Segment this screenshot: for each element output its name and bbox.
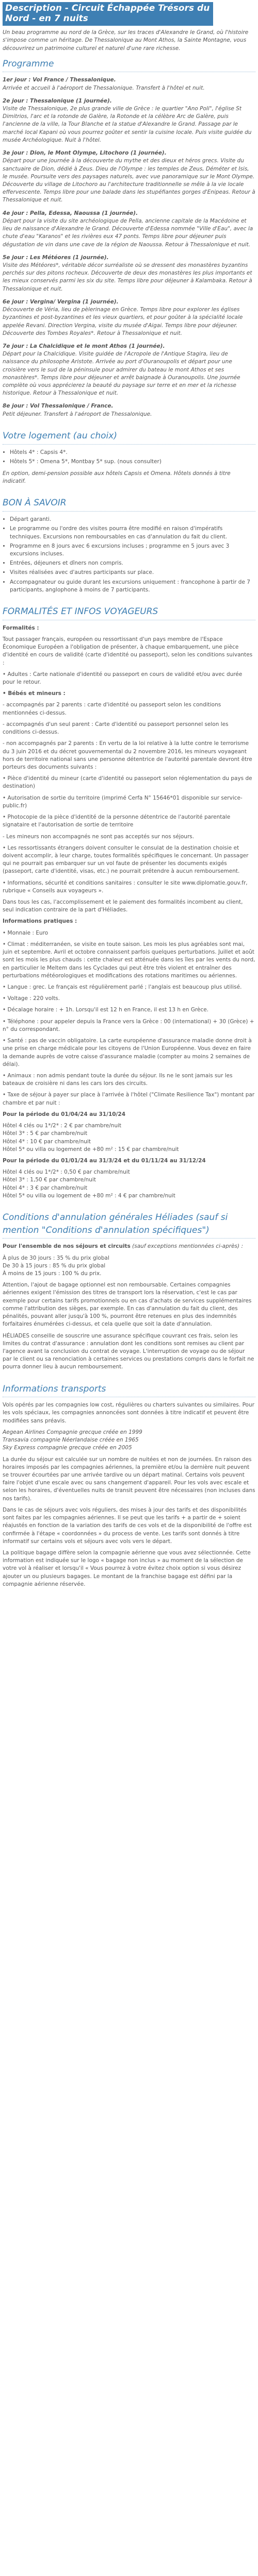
formalities-minors: • Pièce d'identité du mineur (carte d'identité ou passeport selon réglementation du pays de destination) bbox=[3, 775, 252, 790]
day-title: 2e jour : Thessalonique (1 journée). bbox=[3, 97, 112, 104]
included-item: • Entrées, déjeuners et dîners non compris. bbox=[10, 560, 255, 567]
transport-text: La durée du séjour est calculée sur un nombre de nuitées et non de journées. En raison des horaires imposés par les compagnies aériennes, la première et/ou la dernière nuit peuvent se trouver écourtées par une arrivée tardive ou un départ matinal. Certains vols peuvent faire l'objet d'une escale avec ou sans changement d'appareil. Pour les vols avec escale et selon les horaires, d'éventuelles nuits de transit peuvent être nécessaires (non incluses dans nos tarifs). bbox=[3, 1456, 255, 1502]
day-title: 5e jour : Les Météores (1 journée). bbox=[3, 254, 109, 261]
info-list bbox=[3, 929, 255, 1107]
cancellation-intro bbox=[3, 1243, 255, 1250]
airline-item: Aegean Airlines Compagnie grecque créée en 1999 bbox=[3, 1429, 142, 1435]
formalities-minors: - accompagnés d'un seul parent : Carte d'identité ou passeport personnel selon les conditions ci-dessus. bbox=[3, 721, 229, 736]
info-label: Informations pratiques : bbox=[3, 918, 77, 925]
formalities-adults: • Adultes : Carte nationale d'identité ou passeport en cours de validité et/ou avec durée pour le retour. bbox=[3, 671, 243, 685]
tax-line: Hôtel 4* : 10 € par chambre/nuit bbox=[3, 1138, 91, 1145]
tax-line: Hôtel 4 clés ou 1*/2* : 2 € par chambre/nuit bbox=[3, 1123, 122, 1129]
page-title bbox=[3, 2, 213, 26]
day-item bbox=[3, 210, 255, 249]
hotel-note: En option, demi-pension possible aux hôtels Capsis et Omena. Hôtels donnés à titre indicatif. bbox=[3, 470, 231, 485]
included-item: • Programme en 8 jours avec 6 excursions incluses ; programme en 5 jours avec 3 excursions incluses. bbox=[10, 543, 255, 558]
formalities-minors-label: • Bébés et mineurs : bbox=[3, 690, 66, 697]
cancellation-intro-rest: (sauf exceptions mentionnées ci-après) : bbox=[132, 1243, 243, 1250]
day-title: 4e jour : Pella, Edessa, Naoussa (1 journée). bbox=[3, 210, 138, 216]
day-text: Découverte de Véria, lieu de pèlerinage en Grèce. Temps libre pour explorer les églises byzantines et post-byzantines et les vieux quartiers, et pour goûter à la spécialité locale appelée Revani. Direction Vergina, visite du musée d'Aigai. Temps libre pour déjeuner. Découverte des Tombes Royales*. Retour à Thessalonique et nuit. bbox=[3, 307, 243, 336]
day-title: 3e jour : Dion, le Mont Olympe, Litochoro (1 journée). bbox=[3, 150, 167, 157]
day-item bbox=[3, 402, 255, 418]
tax-line: Hôtel 5* ou villa ou logement de +80 m² : 15 € par chambre/nuit bbox=[3, 1146, 179, 1153]
info-item: • Voltage : 220 volts. bbox=[3, 995, 60, 1002]
info-item: • Téléphone : pour appeler depuis la France vers la Grèce : 00 (international) + 30 (Grèce) + n° du correspondant. bbox=[3, 1018, 254, 1032]
formalities-minors: - non accompagnés par 2 parents : En vertu de la loi relative à la lutte contre le terrorisme du 3 juin 2016 et du décret gouvernemental du 2 novembre 2016, les mineurs voyageant hors de territoire national sans une personne détentrice de l'autorité parentale devront être porteurs des documents suivants : bbox=[3, 740, 252, 770]
cancellation-text: Attention, l'ajout de bagage optionnel est non remboursable. Certaines compagnies aériennes exigent l'émission des titres de transport lors la réservation, c'est le cas par exemple pour certains tarifs promotionnels ou en cas d'achats de services supplémentaires comme l'attribution des sièges, par exemple. En cas d'annulation du fait du client, des pénalités, pouvant aller jusqu'à 100 %, pourront être retenues en plus des indemnités forfaitaires énumérées ci-dessus, et cela quelle que soit la date d'annulation. bbox=[3, 1282, 252, 1328]
info-item: • Santé : pas de vaccin obligatoire. La carte européenne d'assurance maladie donne droit à une prise en charge médicale pour les citoyens de l'Union Européenne. Vous devez en faire la demande auprès de votre caisse d'assurance maladie (compter au moins 2 semaines de délai). bbox=[3, 1038, 252, 1067]
day-item bbox=[3, 298, 255, 337]
tax-period-2-title: Pour la période du 01/01/24 au 31/3/24 et du 01/11/24 au 31/12/24 bbox=[3, 1157, 206, 1164]
programme-heading: Programme bbox=[3, 58, 255, 73]
day-item bbox=[3, 149, 255, 205]
included-list bbox=[3, 516, 255, 594]
hotel-list bbox=[3, 449, 255, 466]
airline-item: Transavia compagnie Néerlandaise créée en 1965 bbox=[3, 1437, 139, 1444]
day-title: 8e jour : Vol Thessalonique / France. bbox=[3, 403, 114, 410]
included-item: • Visites réalisées avec d'autres participants sur place. bbox=[10, 569, 255, 577]
tax-line: Hôtel 3* : 5 € par chambre/nuit bbox=[3, 1130, 88, 1137]
info-item: • Monnaie : Euro bbox=[3, 929, 49, 936]
tax-line: Hôtel 3* : 1,50 € par chambre/nuit bbox=[3, 1177, 96, 1183]
formalities-text: Tout passager français, européen ou ressortissant d'un pays membre de l'Espace Économique Européen a l'obligation de présenter, à chaque embarquement, une pièce d'identité en cours de validité (carte d'identité ou passeport), selon les conditions suivantes : bbox=[3, 636, 253, 666]
day-title: 7e jour : La Chalcidique et le mont Athos (1 journée). bbox=[3, 343, 165, 349]
formalities-minors: • Autorisation de sortie du territoire (imprimé Cerfa N° 15646*01 disponible sur service-public.fr) bbox=[3, 794, 243, 809]
day-text: Départ pour la visite du site archéologique de Pella, ancienne capitale de la Macédoine et lieu de naissance d'Alexandre le Grand. Découverte d'Edessa nommée "Ville d'Eau", avec la chute d'eau "Karanos" et les rivières eux 47 ponts. Temps libre pour déjeuner puis dégustation de vin dans une cave de la région de Naoussa. Retour à Thessalonique et nuit. bbox=[3, 217, 253, 248]
cancellation-list bbox=[3, 1255, 255, 1278]
formalities-minors: - accompagnés par 2 parents : carte d'identité ou passeport selon les conditions mentionnées ci-dessus. bbox=[3, 702, 221, 716]
tax-line: Hôtel 5* ou villa ou logement de +80 m² : 4 € par chambre/nuit bbox=[3, 1192, 175, 1199]
included-item: • Le programme ou l'ordre des visites pourra être modifié en raison d'impératifs techniques. Excursions non remboursables en cas d'annulation du fait du client. bbox=[10, 525, 255, 540]
hotel-heading: Votre logement (au choix) bbox=[3, 430, 255, 445]
formalities-security: • Informations, sécurité et conditions sanitaires : consulter le site www.diplomatie.gouv.fr, rubrique « Conseils aux voyageurs ». bbox=[3, 879, 248, 894]
day-text: Départ pour la Chalcidique. Visite guidée de l'Acropole de l'Antique Stagira, lieu de naissance du philosophe Aristote. Arrivée au port d'Ouranoupolis et départ pour une croisière vers le sud de la péninsule pour admirer du bateau le mont Athos et ses monastères*. Temps libre pour déjeuner et arrêt baignade à Ouranoupolis. Une journée complète où vous apprécierez la beauté du paysage sur terre et en mer et la richesse historique. Retour à Thessalonique et nuit. bbox=[3, 351, 240, 397]
tax-line: Hôtel 4 clés ou 1*/2* : 0,50 € par chambre/nuit bbox=[3, 1169, 130, 1176]
cancellation-heading: Conditions d'annulation générales Héliades (sauf si mention "Conditions d'annulation spécifiques") bbox=[3, 1211, 255, 1239]
cancellation-item: À moins de 15 jours : 100 % du prix. bbox=[3, 1270, 102, 1277]
hotel-item: • Hôtels 4* : Capsis 4*. bbox=[10, 449, 255, 456]
formalities-minors: - Les mineurs non accompagnés ne sont pas acceptés sur nos séjours. bbox=[3, 833, 195, 840]
page-title-line-2: Nord - en 7 nuits bbox=[5, 13, 88, 24]
formalities-foreigners: • Les ressortissants étrangers doivent consulter le consulat de la destination choisie et doivent accomplir, à leur charge, toutes formalités spécifiques le concernant. Un passager qui ne pourrait pas embarquer sur un vol faute de présenter les documents exigés (passeport, carte d'identité, visas, etc.) ne pourrait prétendre à aucun remboursement. bbox=[3, 844, 249, 875]
day-title: 6e jour : Vergina/ Vergina (1 journée). bbox=[3, 298, 119, 305]
formalities-minors: • Photocopie de la pièce d'identité de la personne détentrice de l'autorité parentale signataire et l'autorisation de sortie de territoire bbox=[3, 814, 231, 828]
included-heading: BON À SAVOIR bbox=[3, 497, 255, 512]
tax-period-2 bbox=[3, 1168, 255, 1200]
day-text: Visite de Thessalonique, 2e plus grande ville de Grèce : le quartier "Ano Poli", l'église St Dimitrios, l'arc et la rotonde de Galère, la Rotonde et la célèbre Arc de Galère, puis l'ancienne de la ville, la Tour Blanche et la statue d'Alexandre le Grand. Passage par le marché local Kapani où vous pourrez goûter et sentir la cuisine locale. Puis visite guidée du musée Archéologique. Nuit à l'hôtel. bbox=[3, 106, 252, 143]
info-item: • Climat : méditerranéen, se visite en toute saison. Les mois les plus agréables sont mai, juin et septembre. Avril et octobre connaissent parfois quelques perturbations. Juillet et août sont les mois les plus chauds : cette chaleur est atténuée dans les îles par les vents du nord, en particulier le Meltem dans les Cyclades qui peut être très violent et entraîner des perturbations météorologiques et modifications des rotations maritimes ou aériennes. bbox=[3, 941, 255, 979]
info-item: • Animaux : non admis pendant toute la durée du séjour. Ils ne le sont jamais sur les bateaux de croisière ni dans les cars lors des circuits. bbox=[3, 1072, 233, 1087]
info-item: • Taxe de séjour à payer sur place à l'arrivée à l'hôtel ("Climate Resilience Tax") montant par chambre et par nuit : bbox=[3, 1092, 255, 1106]
info-item: • Décalage horaire : + 1h. Lorsqu'il est 12 h en France, il est 13 h en Grèce. bbox=[3, 1007, 209, 1013]
day-text: Arrivée et accueil à l'aéroport de Thessalonique. Transfert à l'hôtel et nuit. bbox=[3, 84, 205, 91]
transport-text: Dans le cas de séjours avec vols réguliers, des mises à jour des tarifs et des disponibilités sont faites par les compagnies aériennes. Il se peut que les tarifs + a partir de + soient réajustés en fonction de la variation des tarifs de ces vols et de la disponibilité de l'offre est confirmée à l'étape « coordonnées » du process de vente. Les tarifs sont donnés à titre informatif sur certains vols et séjours avec vols vers le départ. bbox=[3, 1506, 252, 1545]
day-item bbox=[3, 97, 255, 144]
intro-text: Un beau programme au nord de la Grèce, sur les traces d'Alexandre le Grand, où l'histoire s'impose comme un héritage. De Thessalonique au Mont Athos, la Sainte Montagne, vous découvrirez un patrimoine culturel et naturel d'une rare richesse. bbox=[3, 29, 249, 52]
formalities-responsibility: Dans tous les cas, l'accomplissement et le paiement des formalités incombent au client, seul indication contraire de la part d'Héliades. bbox=[3, 899, 243, 913]
programme-days bbox=[3, 76, 255, 418]
day-item bbox=[3, 76, 255, 92]
included-item: • Départ garanti. bbox=[10, 516, 255, 523]
day-item bbox=[3, 343, 255, 398]
transport-text: La politique bagage diffère selon la compagnie aérienne que vous avez sélectionnée. Cette information est indiquée sur le logo « bagage non inclus » au moment de la sélection de votre vol à réaliser et lorsqu'il « Vous pourrez à votre évitez choix option si vous désirez ajouter un ou plusieurs bagages. Le montant de la franchise bagage est défini par la compagnie aérienne réservée. bbox=[3, 1549, 251, 1587]
tax-line: Hôtel 4* : 3 € par chambre/nuit bbox=[3, 1184, 88, 1191]
airline-list bbox=[3, 1429, 255, 1452]
day-text: Petit déjeuner. Transfert à l'aéroport de Thessalonique. bbox=[3, 411, 152, 417]
tax-period-1-title: Pour la période du 01/04/24 au 31/10/24 bbox=[3, 1111, 126, 1117]
cancellation-intro-bold: Pour l'ensemble de nos séjours et circuits bbox=[3, 1243, 131, 1250]
hotel-item: • Hôtels 5* : Omena 5*, Montbay 5* sup. (nous consulter) bbox=[10, 458, 255, 466]
cancellation-text: HÉLIADES conseille de souscrire une assurance spécifique couvrant ces frais, selon les limites du contrat d'assurance : annulation dont les conditions sont remises au client par l'agence avant la conclusion du contrat de voyage. L'interruption de voyage ou de séjour par le client ou sa renonciation à certaines services ou prestations compris dans le forfait ne pourra donner lieu à aucun remboursement. bbox=[3, 1332, 254, 1370]
tax-period-1 bbox=[3, 1122, 255, 1154]
transport-heading: Informations transports bbox=[3, 1383, 255, 1398]
day-item bbox=[3, 254, 255, 293]
page-title-line-1: Description - Circuit Échappée Trésors du bbox=[5, 3, 210, 13]
info-item: • Langue : grec. Le français est régulièrement parlé ; l'anglais est beaucoup plus utilisé. bbox=[3, 984, 242, 990]
transport-text: Vols opérés par les compagnies low cost, régulières ou charters suivantes ou similaires. Pour les vols spéciaux, les compagnies annoncées sont données à titre indicatif et peuvent être modifiées sans préavis. bbox=[3, 1402, 254, 1424]
formalities-label: Formalités : bbox=[3, 624, 39, 631]
day-title: 1er jour : Vol France / Thessalonique. bbox=[3, 77, 116, 83]
included-item: • Accompagnateur ou guide durant les excursions uniquement : francophone à partir de 7 participants, anglophone à moins de 7 participants. bbox=[10, 579, 255, 594]
formalities-heading: FORMALITÉS ET INFOS VOYAGEURS bbox=[3, 605, 255, 620]
airline-item: Sky Express compagnie grecque créée en 2005 bbox=[3, 1445, 132, 1451]
day-text: Départ pour une journée à la découverte du mythe et des dieux et héros grecs. Visite du sanctuaire de Dion, dédié à Zeus. Dieu de l'Olympe : les temples de Zeus, Déméter et Isis, le musée. Poursuite vers des paysages naturels, avec vue panoramique sur le Mont Olympe. Découverte du village de Litochoro au l'architecture traditionnelle se mêle à la vie locale effervescente. Temps libre pour une balade dans les stupéfiantes gorges d'Enipeas. Retour à Thessalonique et nuit. bbox=[3, 158, 255, 204]
cancellation-item: À plus de 30 jours : 35 % du prix global bbox=[3, 1255, 109, 1261]
cancellation-item: De 30 à 15 jours : 85 % du prix global bbox=[3, 1262, 106, 1269]
day-text: Visite des Météores*, véritable décor surréaliste où se dressent des monastères byzantins perchés sur des pitons rocheux. Découverte de deux des monastères les plus importants et les mieux conservés parmi les six du site. Temps libre pour déjeuner à Kalambaka. Retour à Thessalonique et nuit. bbox=[3, 262, 252, 292]
